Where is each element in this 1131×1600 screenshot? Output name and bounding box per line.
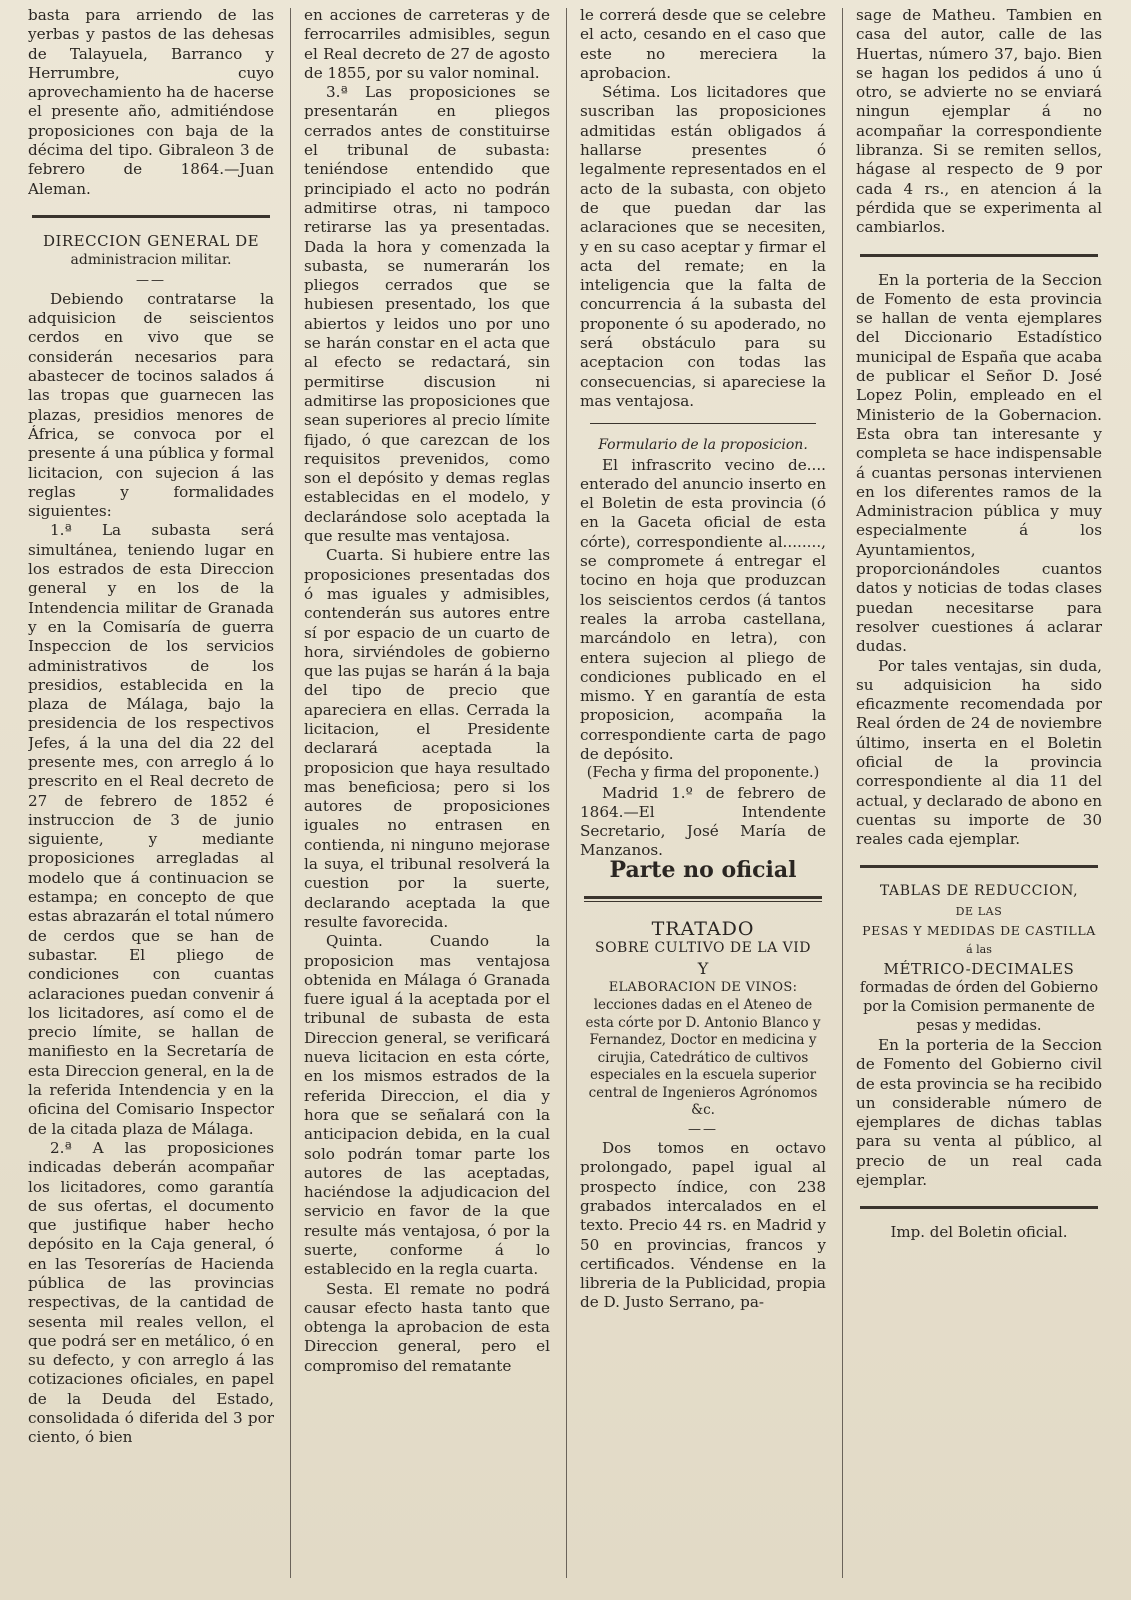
paragraph-porteria: En la porteria de la Seccion de Fomento de esta provincia se hallan de venta ejemplares del Diccionario Estadístico municipal de España que acaba de publicar el Señor D. José Lopez Polin, empleado en el Ministerio de la Gobernacion. Esta obra tan interesante y completa se hace indispensable á cuantas personas intervienen en los diferentes ramos de la Administracion pública y muy especialmente á los Ayuntamientos, proporcionándoles cuantos datos y noticias de todas clases puedan necesitarse para resolver cuestiones á aclarar dudas. (856, 270, 1102, 656)
paragraph-rule-3: 3.ª Las proposiciones se presentarán en pliegos cerrados antes de constituirse el tribunal de subasta: teniéndose entendido que principiado el acto no podrán admitirse otras, ni tampoco retirarse las ya presentadas. Dada la hora y comenzada la subasta, se numerarán los pliegos cerrados que se hubiesen presentado, los que abiertos y leidos uno por uno se harán constar en el acta que al efecto se redactará, sin permitirse discusion ni admitirse las proposiciones que sean superiores al precio límite fijado, ó que carezcan de los requisitos prevenidos, como son el depósito y demas reglas establecidas en el modelo, y declarándose solo aceptada la que resulte mas ventajosa. (304, 83, 550, 546)
column-3 (580, 6, 826, 1590)
heading-y: Y (697, 958, 709, 978)
paragraph-rule-2: 2.ª A las proposiciones indicadas deberán acompañar los licitadores, como garantía de sus ofertas, el documento que justifique haber hecho depósito en la Caja general, ó en las Tesorerías de Hacienda pública de las provincias respectivas, de la cantidad de sesenta mil reales vellon, el que podrá ser en metálico, ó en su defecto, y con arreglo á las cotizaciones oficiales, en papel de la Deuda del Estado, consolidada ó diferida del 3 por ciento, ó bien (28, 1138, 274, 1447)
column-1 (28, 6, 274, 1590)
paragraph-dos-tomos: Dos tomos en octavo prolongado, papel igual al prospecto índice, con 238 grabados intercalados en el texto. Precio 44 rs. en Madrid y 50 en provincias, francos y certificados. Véndense en la libreria de la Publicidad, propia de D. Justo Serrano, pa- (580, 1139, 826, 1312)
paragraph-continuation: le correrá desde que se celebre el acto, cesando en el caso que este no mereciera la aprobacion. (580, 6, 826, 82)
separator-rule (860, 865, 1098, 868)
column-2 (304, 6, 550, 1590)
paragraph-rule-6: Sesta. El remate no podrá causar efecto hasta tanto que obtenga la aprobacion de esta Direccion general, pero el compromiso del rematante (304, 1279, 550, 1375)
heading-a-las: á las (966, 943, 992, 957)
separator-rule (590, 423, 816, 424)
dash-divider: —— (688, 1121, 718, 1137)
paragraph-rule-7: Sétima. Los licitadores que suscriban las proposiciones admitidas están obligados á hallarse presentes ó legalmente representados en el acto de la subasta, con objeto de que puedan dar las aclaraciones que se necesiten, y en su caso aceptar y firmar el acta del remate; en la inteligencia que la falta de concurrencia á la subasta del proponente ó su apoderado, no será obstáculo para su aceptacion con todas las consecuencias, si apareciese la mas ventajosa. (580, 83, 826, 410)
dash-divider: —— (136, 272, 166, 288)
heading-metrico: MÉTRICO-DECIMALES (883, 959, 1075, 978)
paragraph-ventajas: Por tales ventajas, sin duda, su adquisicion ha sido eficazmente recomendada por Real órden de 24 de noviembre último, inserta en el Boletin oficial de la provincia correspondiente al dia 11 del actual, y declarado de abono en cuentas su importe de 30 reales cada ejemplar. (856, 656, 1102, 849)
heading-de-las: DE LAS (955, 904, 1003, 918)
section-title-parte-no-oficial: Parte no oficial (609, 856, 797, 883)
signature-note: (Fecha y firma del proponente.) (586, 765, 820, 782)
paragraph-rule-5: Quinta. Cuando la proposicion mas ventajosa obtenida en Málaga ó Granada fuere igual á la aceptada por el tribunal de subasta de esta Direccion general, se verificará nueva licitacion en esta córte, en los mismos estrados de la referida Direccion, el dia y hora que se señalará con la anticipacion debida, en la cual solo podrán tomar parte los autores de las aceptadas, haciéndose la adjudicacion del servicio en favor de la que resulte más ventajosa, ó por la suerte, conforme á lo establecido en la regla cuarta. (304, 932, 550, 1279)
paragraph-intro: Debiendo contratarse la adquisicion de seiscientos cerdos en vivo que se considerán necesarios para abastecer de tocinos salados á las tropas que guarnecen las plazas, presidios menores de África, se convoca por el presente á una pública y formal licitacion, con sujecion á las reglas y formalidades siguientes: (28, 289, 274, 521)
heading-formulario: Formulario de la proposicion. (598, 437, 808, 454)
paragraph-porteria-tablas: En la porteria de la Seccion de Fomento del Gobierno civil de esta provincia se ha recibido un considerable número de ejemplares de dichas tablas para su venta al público, al precio de un real cada ejemplar. (856, 1035, 1102, 1190)
imprint: Imp. del Boletin oficial. (890, 1223, 1068, 1242)
subheading-administracion: administracion militar. (70, 252, 232, 269)
separator-double-rule (584, 896, 822, 902)
separator-rule (32, 215, 270, 218)
heading-tratado: TRATADO (651, 918, 755, 941)
paragraph-formulario: El infrascrito vecino de.... enterado del anuncio inserto en el Boletin de esta provincia (ó en la Gaceta oficial de esta córte), correspondiente al........, se compromete á entregar el tocino en hoja que produzcan los seiscientos cerdos (á tantos reales la arroba castellana, marcándolo en letra), con entera sujecion al pliego de condiciones publicado en el mismo. Y en garantía de esta proposicion, acompaña la correspondiente carta de pago de depósito. (580, 455, 826, 763)
column-4 (856, 6, 1102, 1590)
paragraph-continuation: sage de Matheu. Tambien en casa del autor, calle de las Huertas, número 37, bajo. Bien se hagan los pedidos á uno ú otro, se advierte no se enviará ningun ejemplar á no acompañar la correspondiente libranza. Si se remiten sellos, hágase al respecto de 9 por cada 4 rs., en atencion á la pérdida que se experimenta al cambiarlos. (856, 6, 1102, 237)
heading-elaboracion: ELABORACION DE VINOS: (608, 979, 798, 995)
paragraph-lecciones: lecciones dadas en el Ateneo de esta córte por D. Antonio Blanco y Fernandez, Doctor en medicina y cirujia, Catedrático de cultivos especiales en la escuela superior central de Ingenieros Agrónomos &c. (585, 997, 821, 1119)
paragraph-formadas: formadas de órden del Gobierno por la Comision permanente de pesas y medidas. (859, 979, 1099, 1034)
heading-tablas: TABLAS DE REDUCCION, (879, 883, 1079, 900)
separator-rule (860, 254, 1098, 257)
paragraph-rule-4: Cuarta. Si hubiere entre las proposiciones presentadas dos ó mas iguales y admisibles, contenderán sus autores entre sí por espacio de un cuarto de hora, sirviéndoles de gobierno que las pujas se harán á la baja del tipo de precio que apareciera en ellas. Cerrada la licitacion, el Presidente declarará aceptada la proposicion que haya resultado mas beneficiosa; pero si los autores de proposiciones iguales no entrasen en contienda, ni ninguno mejorase la suya, el tribunal resolverá la cuestion por la suerte, declarando aceptada la que resulte favorecida. (304, 546, 550, 931)
columns (28, 6, 1113, 1590)
paragraph-rule-1: 1.ª La subasta será simultánea, teniendo lugar en los estrados de esta Direccion general y en los de la Intendencia militar de Granada y en la Comisaría de guerra Inspeccion de los servicios administrativos de los presidios, establecida en la plaza de Málaga, bajo la presidencia de los respectivos Jefes, á la una del dia 22 del presente mes, con arreglo á lo prescrito en el Real decreto de 27 de febrero de 1852 é instruccion de 3 de junio siguiente, y mediante proposiciones arregladas al modelo que á continuacion se estampa; en concepto de que estas abrazarán el total número de cerdos que se han de subastar. El pliego de condiciones con cuantas aclaraciones puedan convenir á los licitadores, así como el de precio límite, se hallan de manifiesto en la Secretaría de esta Direccion general, en la de la referida Intendencia y en la oficina del Comisario Inspector de la citada plaza de Málaga. (28, 521, 274, 1138)
paragraph-madrid: Madrid 1.º de febrero de 1864.—El Intendente Secretario, José María de Manzanos. (580, 783, 826, 860)
separator-rule (860, 1206, 1098, 1209)
heading-direccion: DIRECCION GENERAL DE (42, 231, 260, 250)
heading-sobre-cultivo: SOBRE CULTIVO DE LA VID (594, 940, 811, 957)
paragraph-continuation: en acciones de carreteras y de ferrocarriles admisibles, segun el Real decreto de 27 de agosto de 1855, por su valor nominal. (304, 6, 550, 82)
heading-pesas: PESAS Y MEDIDAS DE CASTILLA (862, 923, 1096, 939)
paragraph-arriendo: basta para arriendo de las yerbas y pastos de las dehesas de Talayuela, Barranco y Herrumbre, cuyo aprovechamiento ha de hacerse el presente año, admitiéndose proposiciones con baja de la décima del tipo. Gibraleon 3 de febrero de 1864.—Juan Aleman. (28, 6, 274, 198)
